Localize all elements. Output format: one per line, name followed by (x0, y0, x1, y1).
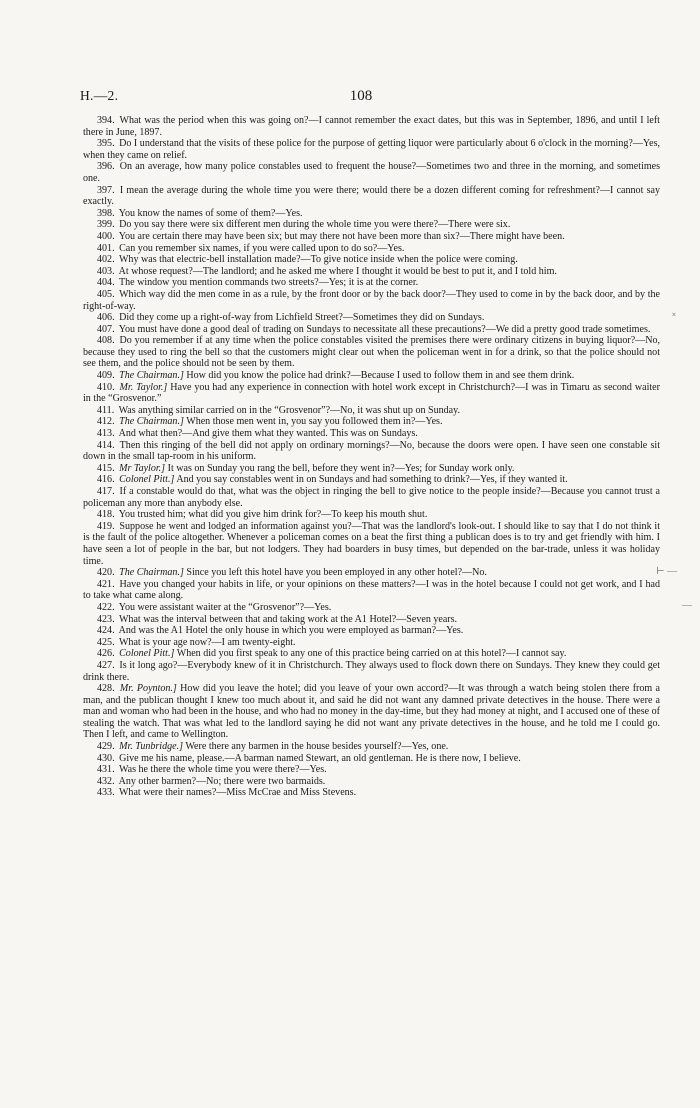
question-number: 399. (97, 219, 115, 231)
testimony-paragraph (83, 509, 660, 521)
testimony-paragraph (83, 335, 660, 370)
question-number: 422. (97, 601, 115, 613)
question-number: 405. (97, 288, 115, 300)
testimony-paragraph (83, 185, 660, 208)
question-number: 401. (97, 242, 115, 254)
question-number: 428. (97, 683, 115, 695)
question-number: 397. (97, 184, 115, 196)
question-answer-text: You know the names of some of them?—Yes. (118, 207, 303, 219)
question-number: 415. (97, 462, 115, 474)
testimony-body (83, 115, 660, 799)
testimony-paragraph (83, 579, 660, 602)
speaker-label: Mr. Tunbridge.] (119, 741, 184, 753)
testimony-paragraph (83, 463, 660, 475)
question-number: 424. (97, 625, 115, 637)
question-answer-text: Then this ringing of the bell did not apply on ordinary mornings?—No, because the doors were open. I have seen one constable sit down in the small tap-room in his uniform. (83, 439, 660, 463)
testimony-paragraph (83, 138, 660, 161)
testimony-paragraph (83, 474, 660, 486)
speaker-label: Mr. Taylor.] (119, 381, 168, 393)
testimony-paragraph (83, 753, 660, 765)
question-number: 404. (97, 277, 115, 289)
testimony-paragraph (83, 243, 660, 255)
question-number: 419. (97, 520, 115, 532)
question-answer-text: Why was that electric-bell installation made?—To give notice inside when the police were coming. (118, 254, 518, 266)
question-number: 394. (97, 115, 115, 126)
testimony-paragraph (83, 787, 660, 799)
speaker-label: Colonel Pitt.] (119, 648, 175, 660)
question-answer-text: What is your age now?—I am twenty-eight. (118, 636, 296, 648)
speaker-label: The Chairman.] (119, 370, 184, 382)
testimony-paragraph (83, 683, 660, 741)
question-answer-text: Was anything similar carried on in the “Grosvenor”?—No, it was shut up on Sunday. (118, 404, 461, 416)
speaker-label: The Chairman.] (119, 416, 184, 428)
question-number: 410. (97, 381, 115, 393)
question-number: 427. (97, 659, 115, 671)
margin-mark: ⊢ — (656, 566, 678, 577)
question-answer-text: Can you remember six names, if you were called upon to do so?—Yes. (119, 242, 405, 254)
question-answer-text: When did you first speak to any one of this practice being carried on at this hotel?—I cannot say. (176, 648, 567, 660)
question-number: 398. (97, 207, 115, 219)
testimony-paragraph (83, 602, 660, 614)
testimony-paragraph (83, 161, 660, 184)
testimony-paragraph (83, 405, 660, 417)
question-answer-text: Do I understand that the visits of these police for the purpose of getting liquor were particularly about 6 o'clock in the morning?—Yes, when they came on relief. (83, 138, 661, 161)
question-answer-text: It was on Sunday you rang the bell, before they went in?—Yes; for Sunday work only. (167, 462, 515, 474)
question-answer-text: What was the period when this was going on?—I cannot remember the exact dates, but this was in September, 1896, and until I left there in June, 1897. (83, 115, 660, 138)
margin-mark: — (682, 600, 692, 611)
question-number: 430. (97, 752, 115, 764)
question-number: 400. (97, 230, 115, 242)
question-answer-text: How did you know the police had drink?—Because I used to follow them in and see them drink. (186, 370, 575, 382)
series-code: H.—2. (80, 88, 119, 103)
question-answer-text: I mean the average during the whole time you were there; would there be a dozen different coming for refreshment?—I cannot say exactly. (83, 184, 660, 208)
question-number: 414. (97, 439, 115, 451)
testimony-paragraph (83, 266, 660, 278)
question-number: 411. (97, 404, 115, 416)
testimony-paragraph (83, 289, 660, 312)
question-answer-text: And was the A1 Hotel the only house in which you were employed as barman?—Yes. (118, 625, 464, 637)
testimony-paragraph (83, 324, 660, 336)
question-answer-text: The window you mention commands two streets?—Yes; it is at the corner. (118, 277, 419, 289)
page-number: 108 (349, 88, 373, 104)
question-number: 408. (97, 335, 115, 347)
question-answer-text: Since you left this hotel have you been employed in any other hotel?—No. (186, 567, 487, 579)
question-number: 432. (97, 775, 115, 787)
testimony-paragraph (83, 219, 660, 231)
question-answer-text: Any other barmen?—No; there were two barmaids. (118, 775, 326, 787)
margin-mark: ˟ (672, 312, 676, 323)
question-answer-text: If a constable would do that, what was the object in ringing the bell to give notice to the people inside?—Because you cannot trust a policeman any more than anybody else. (83, 486, 661, 509)
question-answer-text: Have you had any experience in connection with hotel work except in Christchurch?—I was in Timaru as second waiter in the “Grosvenor.” (83, 381, 660, 405)
question-answer-text: Have you changed your habits in life, or your opinions on these matters?—I was in the hotel because I could not get work, and I had to take what came along. (83, 578, 660, 602)
question-number: 423. (97, 613, 115, 625)
question-answer-text: Is it long ago?—Everybody knew of it in Christchurch. They always used to flock down there on Sundays. They knew they could get drink there. (83, 659, 661, 683)
question-answer-text: When those men went in, you say you followed them in?—Yes. (186, 416, 443, 428)
question-number: 412. (97, 416, 115, 428)
question-answer-text: Were there any barmen in the house besides yourself?—Yes, one. (185, 741, 449, 753)
speaker-label: Mr Taylor.] (119, 462, 166, 474)
question-answer-text: What were their names?—Miss McCrae and Miss Stevens. (118, 787, 357, 799)
testimony-paragraph (83, 486, 660, 509)
question-answer-text: Suppose he went and lodged an information against you?—That was the landlord's look-out. I should like to say that I do not think it is the fault of the police altogether. Whenever a policeman comes on a beat the first thing a publican does is to try and get friendly with him. I have seen a lot of people in the bar, but not lodgers. They had boarders in busy times, but depended on the bar-trade, unless it was holiday time. (83, 520, 661, 567)
testimony-paragraph (83, 648, 660, 660)
testimony-paragraph (83, 567, 660, 579)
testimony-paragraph (83, 254, 660, 266)
speaker-label: Colonel Pitt.] (119, 474, 175, 486)
question-answer-text: You trusted him; what did you give him drink for?—To keep his mouth shut. (118, 509, 428, 521)
question-answer-text: Was he there the whole time you were there?—Yes. (118, 764, 327, 776)
question-number: 409. (97, 370, 115, 382)
question-number: 416. (97, 474, 115, 486)
testimony-paragraph (83, 776, 660, 788)
question-answer-text: You must have done a good deal of trading on Sundays to necessitate all these precautions?—We did a pretty good trade sometimes. (118, 323, 651, 335)
question-answer-text: You are certain there may have been six; but may there not have been more than six?—There might have been. (118, 230, 565, 242)
question-number: 425. (97, 636, 115, 648)
testimony-paragraph (83, 277, 660, 289)
question-answer-text: Give me his name, please.—A barman named Stewart, an old gentleman. He is there now, I believe. (119, 752, 521, 764)
question-number: 395. (97, 138, 115, 150)
testimony-paragraph (83, 637, 660, 649)
testimony-paragraph (83, 428, 660, 440)
testimony-paragraph (83, 231, 660, 243)
testimony-paragraph (83, 764, 660, 776)
speaker-label: Mr. Poynton.] (119, 683, 177, 695)
testimony-paragraph (83, 614, 660, 626)
question-answer-text: How did you leave the hotel; did you leave of your own accord?—It was through a watch being stolen there from a man, and the publican thought I knew too much about it, and said he did not want any damned private detectives in the house. There were a man and woman who had been in the house, and who had no money in the day-time, but they had money at night, and I accused one of these of stealing the watch. That was what led to the landlord saying he did not want any private detectives in the house, and he told me I could go. Then I left, and came to Wellington. (83, 683, 661, 741)
question-answer-text: On an average, how many police constables used to frequent the house?—Sometimes two and three in the morning, and sometimes one. (83, 161, 661, 184)
testimony-paragraph (83, 660, 660, 683)
question-number: 426. (97, 648, 115, 660)
testimony-paragraph (83, 741, 660, 753)
question-answer-text: You were assistant waiter at the “Grosvenor”?—Yes. (118, 601, 332, 613)
question-number: 420. (97, 567, 115, 579)
testimony-paragraph (83, 416, 660, 428)
question-number: 402. (97, 254, 115, 266)
testimony-paragraph (83, 440, 660, 463)
question-number: 429. (97, 741, 115, 753)
question-answer-text: Do you remember if at any time when the police constables visited the premises there were ordinary citizens in buying liquor?—No, because they used to ring the bell so that the customers might clear out when the policeman went in for a drink, so that the police should not see them, and the police should not be seen by them. (83, 335, 660, 370)
question-number: 417. (97, 486, 115, 497)
question-answer-text: Did they come up a right-of-way from Lichfield Street?—Sometimes they did on Sundays. (119, 312, 485, 324)
question-number: 407. (97, 323, 115, 335)
question-number: 396. (97, 161, 115, 173)
question-number: 431. (97, 764, 115, 776)
question-number: 413. (97, 428, 115, 440)
testimony-paragraph (83, 115, 660, 138)
question-number: 403. (97, 265, 115, 277)
question-number: 433. (97, 787, 115, 799)
question-answer-text: And you say constables went in on Sundays and had something to drink?—Yes, if they wanted it. (176, 474, 568, 486)
question-answer-text: And what then?—And give them what they wanted. This was on Sundays. (118, 428, 418, 440)
question-number: 406. (97, 312, 115, 324)
testimony-paragraph (83, 208, 660, 220)
testimony-paragraph (83, 370, 660, 382)
question-number: 418. (97, 509, 115, 521)
testimony-paragraph (83, 625, 660, 637)
question-answer-text: At whose request?—The landlord; and he asked me where I thought it would be best to put it, and I told him. (118, 265, 557, 277)
question-answer-text: Which way did the men come in as a rule, by the front door or by the back door?—They used to come in by the back door, and by the right-of-way. (83, 288, 660, 312)
question-number: 421. (97, 578, 115, 590)
speaker-label: The Chairman.] (119, 567, 184, 579)
question-answer-text: Do you say there were six different men during the whole time you were there?—There were six. (119, 219, 511, 231)
testimony-paragraph (83, 521, 660, 567)
testimony-paragraph (83, 382, 660, 405)
testimony-paragraph (83, 312, 660, 324)
question-answer-text: What was the interval between that and taking work at the A1 Hotel?—Seven years. (118, 613, 458, 625)
page-header (80, 88, 660, 108)
